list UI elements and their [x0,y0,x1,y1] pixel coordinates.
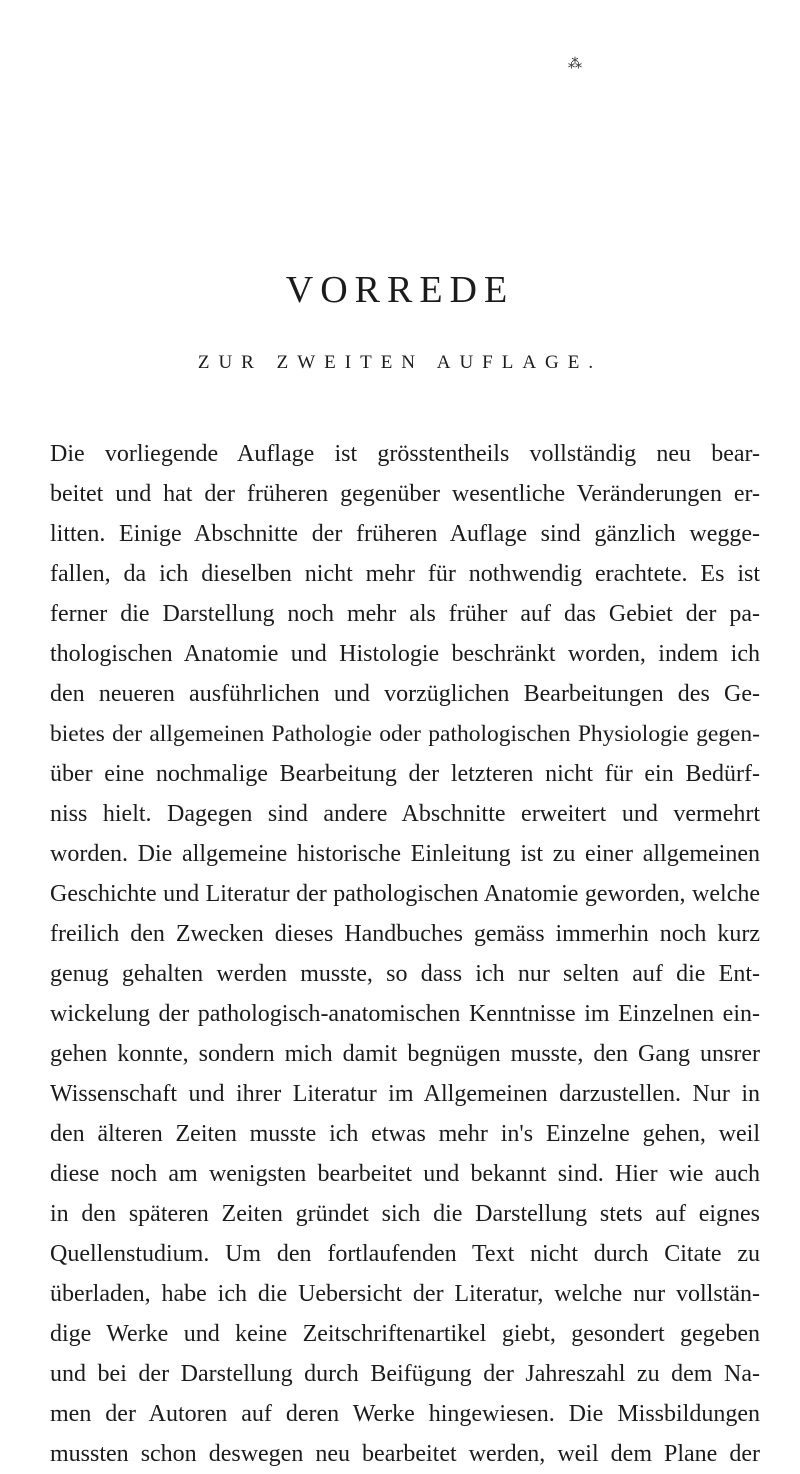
text-line: beitet und hat der früheren gegenüber wesentliche Veränderungen er- [50,481,760,507]
text-line: Die vorliegende Auflage ist grösstentheils vollständig neu bear- [50,441,760,467]
text-line: Wissenschaft und ihrer Literatur im Allgemeinen darzustellen. Nur in [50,1081,760,1107]
text-line: genug gehalten werden musste, so dass ich nur selten auf die Ent- [50,961,760,987]
text-line: bietes der allgemeinen Pathologie oder pathologischen Physiologie gegen- [50,721,760,747]
text-line: über eine nochmalige Bearbeitung der letzteren nicht für ein Bedürf- [50,761,760,787]
text-line: Geschichte und Literatur der pathologischen Anatomie geworden, welche [50,881,760,907]
body-paragraph [50,434,760,1474]
text-line: dige Werke und keine Zeitschriftenartikel giebt, gesondert gegeben [50,1321,760,1347]
text-line: den neueren ausführlichen und vorzüglichen Bearbeitungen des Ge- [50,681,760,707]
text-line: freilich den Zwecken dieses Handbuches gemäss immerhin noch kurz [50,921,760,947]
text-line: Quellenstudium. Um den fortlaufenden Text nicht durch Citate zu [50,1241,760,1267]
printer-mark: ⁂ [568,56,582,72]
text-line: in den späteren Zeiten gründet sich die Darstellung stets auf eignes [50,1201,760,1227]
text-line: worden. Die allgemeine historische Einleitung ist zu einer allgemeinen [50,841,760,867]
page-title: VORREDE [285,269,515,311]
text-line: den älteren Zeiten musste ich etwas mehr in's Einzelne gehen, weil [50,1121,760,1147]
page-subtitle: ZUR ZWEITEN AUFLAGE. [197,352,603,373]
text-line: und bei der Darstellung durch Beifügung der Jahreszahl zu dem Na- [50,1361,760,1387]
text-line: gehen konnte, sondern mich damit begnügen musste, den Gang unsrer [50,1041,760,1067]
text-line: litten. Einige Abschnitte der früheren Auflage sind gänzlich wegge- [50,521,760,547]
text-line: ferner die Darstellung noch mehr als früher auf das Gebiet der pa- [50,601,760,627]
text-line: men der Autoren auf deren Werke hingewiesen. Die Missbildungen [50,1401,760,1427]
text-line: mussten schon deswegen neu bearbeitet werden, weil dem Plane der [50,1441,760,1467]
text-line: wickelung der pathologisch-anatomischen Kenntnisse im Einzelnen ein- [50,1001,760,1027]
text-line: niss hielt. Dagegen sind andere Abschnitte erweitert und vermehrt [50,801,760,827]
text-line: fallen, da ich dieselben nicht mehr für nothwendig erachtete. Es ist [50,561,760,587]
text-line: diese noch am wenigsten bearbeitet und bekannt sind. Hier wie auch [50,1161,760,1187]
text-line: thologischen Anatomie und Histologie beschränkt worden, indem ich [50,641,760,667]
text-line: überladen, habe ich die Uebersicht der Literatur, welche nur vollstän- [50,1281,760,1307]
